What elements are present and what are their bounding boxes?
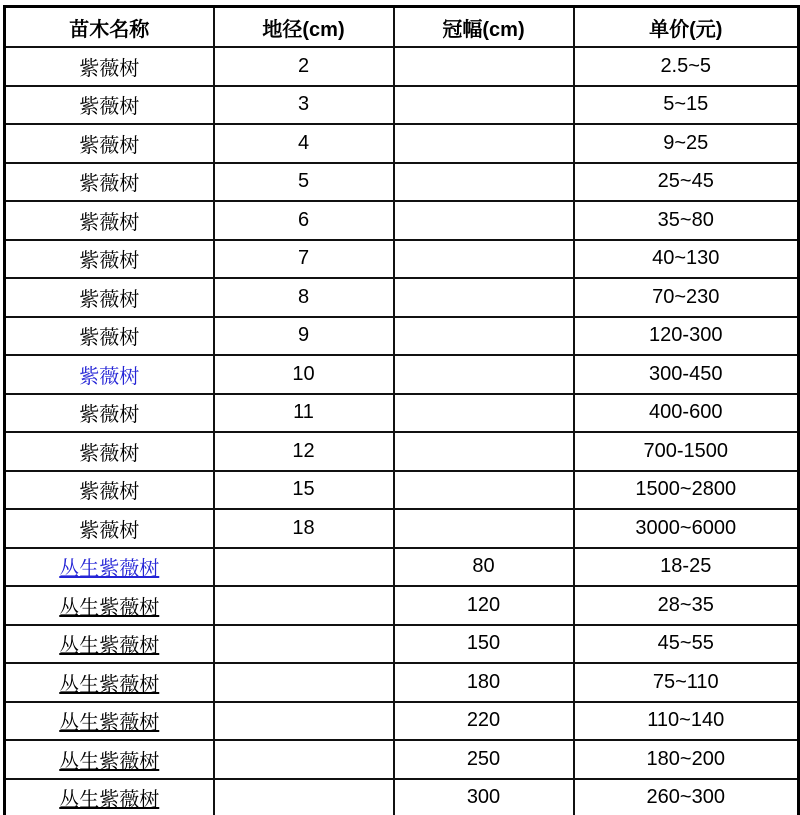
cell-ground-diameter: 2 <box>214 47 394 86</box>
cell-seedling-name: 紫薇树 <box>5 47 214 86</box>
cell-unit-price: 5~15 <box>574 86 799 125</box>
cell-unit-price: 120-300 <box>574 317 799 356</box>
cell-seedling-name: 紫薇树 <box>5 163 214 202</box>
cell-unit-price: 180~200 <box>574 740 799 779</box>
cell-unit-price: 110~140 <box>574 702 799 741</box>
cell-crown-width <box>394 432 574 471</box>
cell-unit-price: 9~25 <box>574 124 799 163</box>
cell-crown-width <box>394 509 574 548</box>
cell-unit-price: 25~45 <box>574 163 799 202</box>
table-row <box>5 317 799 356</box>
table-row <box>5 278 799 317</box>
cell-ground-diameter: 3 <box>214 86 394 125</box>
table-row <box>5 740 799 779</box>
cell-crown-width: 80 <box>394 548 574 587</box>
table-header <box>5 7 799 48</box>
table-row <box>5 663 799 702</box>
cell-crown-width <box>394 86 574 125</box>
table-row <box>5 432 799 471</box>
cell-unit-price: 75~110 <box>574 663 799 702</box>
table-body <box>5 47 799 815</box>
cell-ground-diameter: 4 <box>214 124 394 163</box>
cell-seedling-name: 紫薇树 <box>5 394 214 433</box>
cell-seedling-name[interactable]: 丛生紫薇树 <box>5 625 214 664</box>
cell-crown-width <box>394 394 574 433</box>
cell-seedling-name: 紫薇树 <box>5 432 214 471</box>
table-row <box>5 394 799 433</box>
cell-seedling-name[interactable]: 丛生紫薇树 <box>5 663 214 702</box>
cell-unit-price: 260~300 <box>574 779 799 815</box>
header-crown-width: 冠幅(cm) <box>394 7 574 48</box>
seedling-price-table <box>3 5 800 815</box>
cell-crown-width: 150 <box>394 625 574 664</box>
cell-ground-diameter: 11 <box>214 394 394 433</box>
cell-crown-width <box>394 163 574 202</box>
table-row <box>5 201 799 240</box>
cell-crown-width <box>394 355 574 394</box>
cell-crown-width <box>394 471 574 510</box>
cell-seedling-name[interactable]: 丛生紫薇树 <box>5 779 214 815</box>
cell-seedling-name: 紫薇树 <box>5 317 214 356</box>
cell-ground-diameter <box>214 702 394 741</box>
table-row <box>5 586 799 625</box>
cell-unit-price: 2.5~5 <box>574 47 799 86</box>
cell-ground-diameter: 15 <box>214 471 394 510</box>
cell-seedling-name: 紫薇树 <box>5 86 214 125</box>
header-seedling-name: 苗木名称 <box>5 7 214 48</box>
cell-ground-diameter <box>214 625 394 664</box>
cell-ground-diameter: 6 <box>214 201 394 240</box>
header-ground-diameter: 地径(cm) <box>214 7 394 48</box>
cell-crown-width: 120 <box>394 586 574 625</box>
cell-unit-price: 28~35 <box>574 586 799 625</box>
cell-crown-width <box>394 317 574 356</box>
cell-ground-diameter: 9 <box>214 317 394 356</box>
cell-seedling-name: 紫薇树 <box>5 509 214 548</box>
cell-seedling-name[interactable]: 丛生紫薇树 <box>5 586 214 625</box>
cell-seedling-name: 紫薇树 <box>5 201 214 240</box>
cell-seedling-name[interactable]: 丛生紫薇树 <box>5 740 214 779</box>
cell-ground-diameter <box>214 779 394 815</box>
table-row <box>5 240 799 279</box>
cell-crown-width <box>394 278 574 317</box>
cell-seedling-name[interactable]: 丛生紫薇树 <box>5 702 214 741</box>
cell-ground-diameter <box>214 586 394 625</box>
cell-crown-width: 220 <box>394 702 574 741</box>
table-row <box>5 702 799 741</box>
cell-seedling-name: 紫薇树 <box>5 471 214 510</box>
cell-ground-diameter: 5 <box>214 163 394 202</box>
cell-seedling-name[interactable]: 紫薇树 <box>5 355 214 394</box>
cell-crown-width <box>394 124 574 163</box>
cell-unit-price: 3000~6000 <box>574 509 799 548</box>
table-row <box>5 509 799 548</box>
cell-ground-diameter <box>214 548 394 587</box>
cell-unit-price: 45~55 <box>574 625 799 664</box>
cell-seedling-name: 紫薇树 <box>5 240 214 279</box>
cell-ground-diameter <box>214 740 394 779</box>
cell-unit-price: 400-600 <box>574 394 799 433</box>
cell-unit-price: 18-25 <box>574 548 799 587</box>
table-row <box>5 355 799 394</box>
cell-unit-price: 300-450 <box>574 355 799 394</box>
table-header-row <box>5 7 799 48</box>
cell-unit-price: 70~230 <box>574 278 799 317</box>
cell-seedling-name[interactable]: 丛生紫薇树 <box>5 548 214 587</box>
cell-ground-diameter <box>214 663 394 702</box>
cell-crown-width <box>394 240 574 279</box>
cell-seedling-name: 紫薇树 <box>5 124 214 163</box>
table-row <box>5 471 799 510</box>
table-row <box>5 124 799 163</box>
cell-unit-price: 1500~2800 <box>574 471 799 510</box>
cell-crown-width <box>394 201 574 240</box>
cell-seedling-name: 紫薇树 <box>5 278 214 317</box>
table-row <box>5 548 799 587</box>
cell-ground-diameter: 8 <box>214 278 394 317</box>
table-row <box>5 163 799 202</box>
cell-unit-price: 700-1500 <box>574 432 799 471</box>
cell-ground-diameter: 12 <box>214 432 394 471</box>
table-row <box>5 779 799 815</box>
cell-ground-diameter: 7 <box>214 240 394 279</box>
table-row <box>5 86 799 125</box>
cell-crown-width: 250 <box>394 740 574 779</box>
table-row <box>5 47 799 86</box>
cell-ground-diameter: 10 <box>214 355 394 394</box>
cell-unit-price: 35~80 <box>574 201 799 240</box>
cell-crown-width: 180 <box>394 663 574 702</box>
cell-unit-price: 40~130 <box>574 240 799 279</box>
header-unit-price: 单价(元) <box>574 7 799 48</box>
cell-ground-diameter: 18 <box>214 509 394 548</box>
table-row <box>5 625 799 664</box>
cell-crown-width: 300 <box>394 779 574 815</box>
cell-crown-width <box>394 47 574 86</box>
